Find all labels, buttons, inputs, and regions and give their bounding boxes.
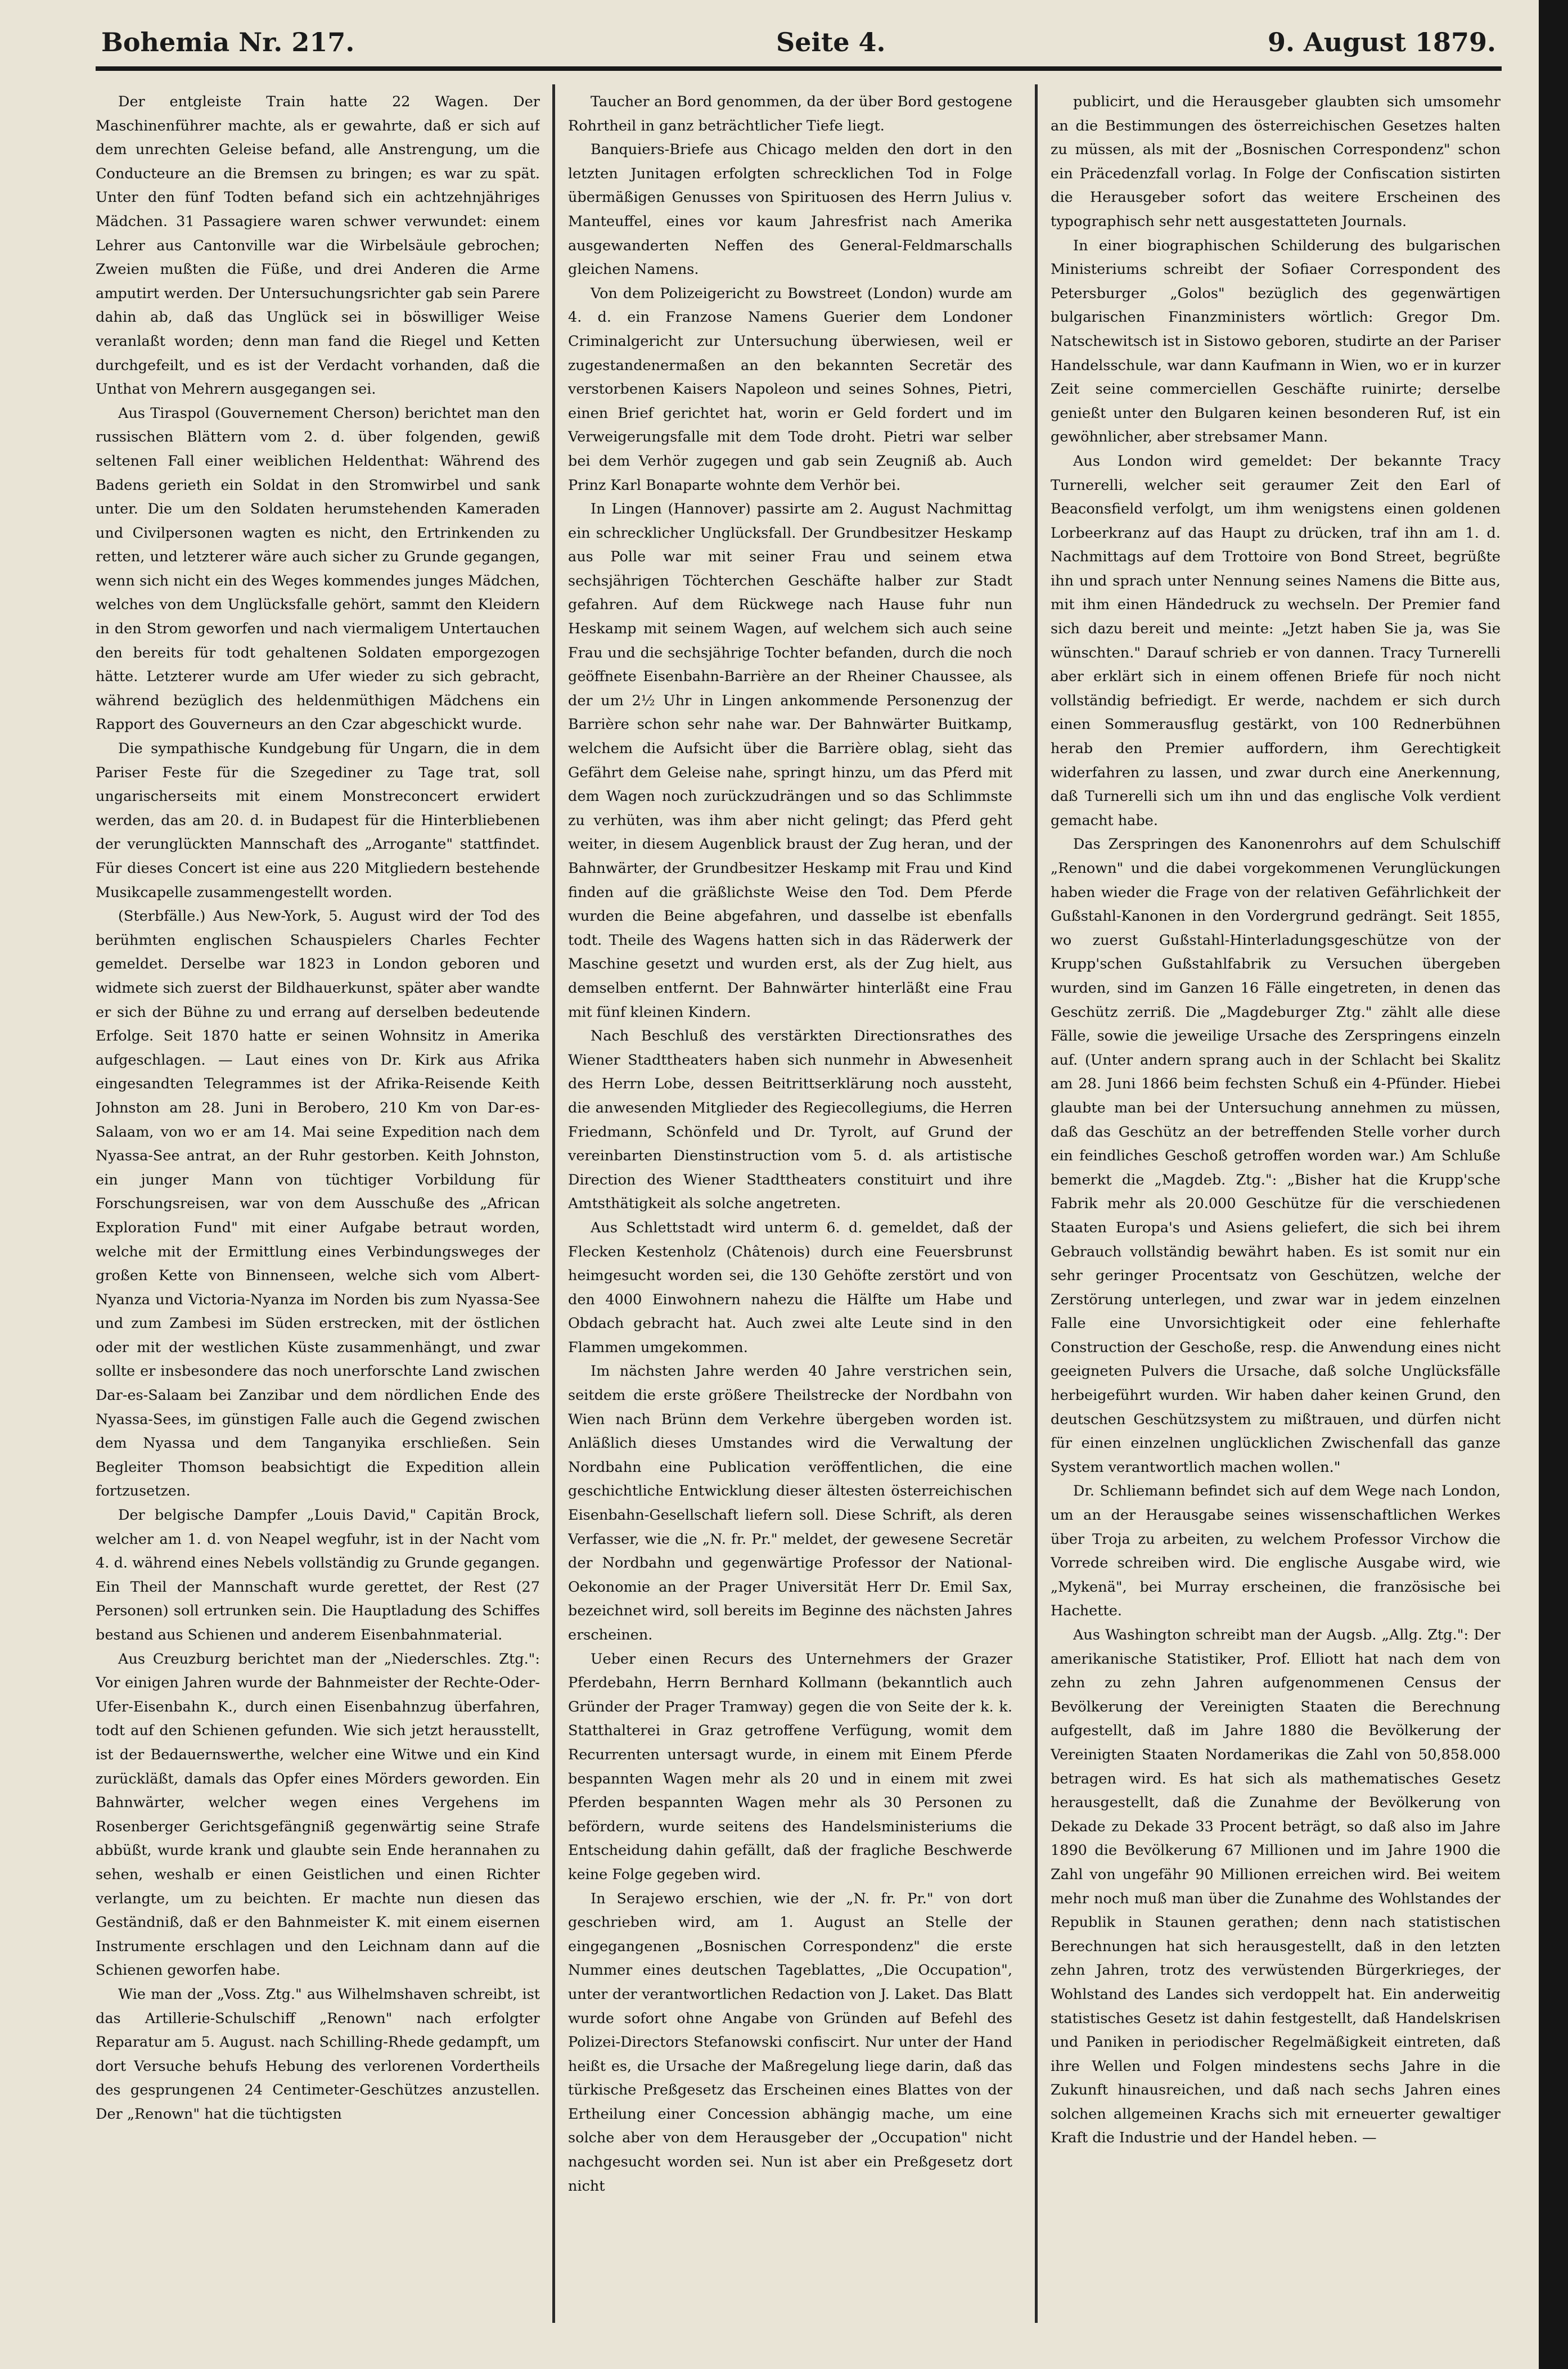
header-masthead: Bohemia Nr. 217. — [101, 27, 355, 57]
column-2 — [568, 90, 1012, 2317]
paragraph: In Lingen (Hannover) passirte am 2. August Nachmittag ein schrecklicher Unglücksfall. Der Grundbesitzer Heskamp aus Polle war mit seiner Frau und seinem etwa sechsjährigen Töchterchen Geschäfte halber zur Stadt gefahren. Auf dem Rückwege nach Hause fuhr nun Heskamp mit seinem Wagen, auf welchem sich auch seine Frau und die sechsjährige Tochter befanden, durch die noch geöffnete Eisenbahn-Barrière an der Rheiner Chaussee, als der um 2½ Uhr in Lingen ankommende Personenzug der Barrière schon sehr nahe war. Der Bahnwärter Buitkamp, welchem die Aufsicht über die Barrière oblag, sieht das Gefährt dem Geleise nahe, springt hinzu, um das Pferd mit dem Wagen noch zurückzudrängen und so das Schlimmste zu verhüten, was ihm aber nicht gelingt; das Pferd geht weiter, in diesem Augenblick braust der Zug heran, und der Bahnwärter, der Grundbesitzer Heskamp mit Frau und Kind finden auf die gräßlichste Weise den Tod. Dem Pferde wurden die Beine abgefahren, und dasselbe ist ebenfalls todt. Theile des Wagens hatten sich in das Räderwerk der Maschine gesetzt und wurden erst, als der Zug hielt, aus demselben entfernt. Der Bahnwärter hinterläßt eine Frau mit fünf kleinen Kindern. — [568, 501, 1012, 1021]
column-divider — [552, 84, 555, 2323]
page-header — [101, 17, 1496, 67]
column-divider — [1035, 84, 1038, 2323]
scan-border — [1539, 0, 1568, 2369]
paragraph: Der belgische Dampfer „Louis David," Capitän Brock, welcher am 1. d. von Neapel wegfuhr, ist in der Nacht vom 4. d. während eines Nebels vollständig zu Grunde gegangen. Ein Theil der Mannschaft wurde gerettet, der Rest (27 Personen) soll ertrunken sein. Die Hauptladung des Schiffes bestand aus Schienen und anderem Eisenbahnmaterial. — [96, 1507, 540, 1643]
paragraph: Nach Beschluß des verstärkten Directionsrathes des Wiener Stadttheaters haben sich nunmehr in Abwesenheit des Herrn Lobe, dessen Beitrittserklärung noch aussteht, die anwesenden Mitglieder des Regiecollegiums, die Herren Friedmann, Schönfeld und Dr. Tyrolt, auf Grund der vereinbarten Dienstinstruction vom 5. d. als artistische Direction des Wiener Stadttheaters constituirt und ihre Amtsthätigkeit als solche angetreten. — [568, 1028, 1012, 1213]
paragraph: Ueber einen Recurs des Unternehmers der Grazer Pferdebahn, Herrn Bernhard Kollmann (bekanntlich auch Gründer der Prager Tramway) gegen die von Seite der k. k. Statthalterei in Graz getroffene Verfügung, womit dem Recurrenten untersagt wurde, in einem mit Einem Pferde bespannten Wagen mehr als 20 und in einem mit zwei Pferden bespannten Wagen mehr als 30 Personen zu befördern, wurde seitens des Handelsministeriums die Entscheidung dahin gefällt, daß der fragliche Beschwerde keine Folge gegeben wird. — [568, 1650, 1012, 1883]
paragraph: Aus Creuzburg berichtet man der „Niederschles. Ztg.": Vor einigen Jahren wurde der Bahnmeister der Rechte-Oder-Ufer-Eisenbahn K., durch einen Eisenbahnzug überfahren, todt auf den Schienen gefunden. Wie sich jetzt herausstellt, ist der Bedauernswerthe, welcher eine Witwe und ein Kind zurückläßt, damals das Opfer eines Mörders geworden. Ein Bahnwärter, welcher wegen eines Vergehens im Rosenberger Gerichtsgefängniß gegenwärtig seine Strafe abbüßt, wurde krank und glaubte sein Ende herannahen zu sehen, weshalb er einen Geistlichen und einen Richter verlangte, um zu beichten. Er machte nun diesen das Geständniß, daß er den Bahnmeister K. mit einem eisernen Instrumente erschlagen und den Leichnam dann auf die Schienen geworfen habe. — [96, 1650, 540, 1979]
paragraph: Wie man der „Voss. Ztg." aus Wilhelmshaven schreibt, ist das Artillerie-Schulschiff „Renown" nach erfolgter Reparatur am 5. August. nach Schilling-Rhede gedampft, um dort Versuche behufs Hebung des verlorenen Vordertheils des gesprungenen 24 Centimeter-Geschützes anzustellen. Der „Renown" hat die tüchtigsten — [96, 1985, 540, 2123]
paragraph: Aus Washington schreibt man der Augsb. „Allg. Ztg.": Der amerikanische Statistiker, Prof. Elliott hat nach dem von zehn zu zehn Jahren aufgenommenen Census der Bevölkerung der Vereinigten Staaten die Berechnung aufgestellt, daß im Jahre 1880 die Bevölkerung der Vereinigten Staaten Nordamerikas die Zahl von 50,858.000 betragen wird. Es hat sich als mathematisches Gesetz herausgestellt, daß die Zunahme der Bevölkerung von Dekade zu Dekade 33 Procent beträgt, so daß also im Jahre 1890 die Bevölkerung 67 Millionen und im Jahre 1900 die Zahl von ungefähr 90 Millionen erreichen wird. Bei weitem mehr noch muß man über die Zunahme des Wohlstandes der Republik in Staunen gerathen; denn nach statistischen Berechnungen hat sich herausgestellt, daß in den letzten zehn Jahren, trotz des verwüstenden Bürgerkrieges, der Wohlstand des Landes sich verdoppelt hat. Ein anderweitig statistisches Gesetz ist dahin festgestellt, daß Handelskrisen und Paniken in periodischer Regelmäßigkeit eintreten, daß ihre Wellen und Folgen mindestens sechs Jahre in die Zukunft hinausreichen, und daß nach sechs Jahren eines solchen allgemeinen Krachs sich mit erneuerter gewaltiger Kraft die Industrie und der Handel heben. — — [1051, 1627, 1501, 2147]
header-date: 9. August 1879. — [1268, 27, 1496, 57]
paragraph: publicirt, und die Herausgeber glaubten sich umsomehr an die Bestimmungen des österreichischen Gesetzes halten zu müssen, als mit der „Bosnischen Correspondenz" schon ein Präcedenzfall vorlag. In Folge der Confiscation sistirten die Herausgeber sofort das weitere Erscheinen des typographisch sehr nett ausgestatteten Journals. — [1051, 93, 1501, 230]
paragraph: Taucher an Bord genommen, da der über Bord gestogene Rohrtheil in ganz beträchtlicher Tiefe liegt. — [568, 93, 1012, 134]
paragraph: (Sterbfälle.) Aus New-York, 5. August wird der Tod des berühmten englischen Schauspielers Charles Fechter gemeldet. Derselbe war 1823 in London geboren und widmete sich zuerst der Bildhauerkunst, später aber wandte er sich der Bühne zu und errang auf derselben bedeutende Erfolge. Seit 1870 hatte er seinen Wohnsitz in Amerika aufgeschlagen. — Laut eines von Dr. Kirk aus Afrika eingesandten Telegrammes ist der Afrika-Reisende Keith Johnston am 28. Juni in Berobero, 210 Km von Dar-es-Salaam, von wo er am 14. Mai seine Expedition nach dem Nyassa-See antrat, an der Ruhr gestorben. Keith Johnston, ein junger Mann von tüchtiger Vorbildung für Forschungsreisen, war von dem Ausschuße des „African Exploration Fund" mit einer Aufgabe betraut worden, welche mit der Ermittlung eines Verbindungsweges der großen Kette von Binnenseen, welche sich vom Albert-Nyanza und Victoria-Nyanza im Norden bis zum Nyassa-See und zum Zambesi im Süden erstrecken, mit der östlichen oder mit der westlichen Küste zusammenhängt, und zwar sollte er insbesondere das noch unerforschte Land zwischen Dar-es-Salaam bei Zanzibar und dem nördlichen Ende des Nyassa-Sees, im günstigen Falle auch die Gegend zwischen dem Nyassa und dem Tanganyika erschließen. Sein Begleiter Thomson beabsichtigt die Expedition allein fortzusetzen. — [96, 908, 540, 1500]
paragraph: Von dem Polizeigericht zu Bowstreet (London) wurde am 4. d. ein Franzose Namens Guerier dem Londoner Criminalgericht zur Untersuchung überwiesen, weil er zugestandenermaßen an den bekannten Secretär des verstorbenen Kaisers Napoleon und seines Sohnes, Pietri, einen Brief gerichtet hat, worin er Geld fordert und im Verweigerungsfalle mit dem Tode droht. Pietri war selber bei dem Verhör zugegen und gab sein Zeugniß ab. Auch Prinz Karl Bonaparte wohnte dem Verhör bei. — [568, 285, 1012, 494]
column-1 — [96, 90, 540, 2317]
paragraph: Banquiers-Briefe aus Chicago melden den dort in den letzten Junitagen erfolgten schrecklichen Tod in Folge übermäßigen Genusses von Spirituosen des Herrn Julius v. Manteuffel, eines vor kaum Jahresfrist nach Amerika ausgewanderten Neffen des General-Feldmarschalls gleichen Namens. — [568, 141, 1012, 278]
paragraph: Aus Schlettstadt wird unterm 6. d. gemeldet, daß der Flecken Kestenholz (Châtenois) durch eine Feuersbrunst heimgesucht worden sei, die 130 Gehöfte zerstört und von den 4000 Einwohnern nahezu die Hälfte um Habe und Obdach gebracht hat. Auch zwei alte Leute sind in den Flammen umgekommen. — [568, 1219, 1012, 1356]
paragraph: Dr. Schliemann befindet sich auf dem Wege nach London, um an der Herausgabe seines wissenschaftlichen Werkes über Troja zu arbeiten, zu welchem Professor Virchow die Vorrede schreiben wird. Die englische Ausgabe wird, wie „Mykenä", bei Murray erscheinen, die französische bei Hachette. — [1051, 1483, 1501, 1620]
column-3 — [1051, 90, 1501, 2317]
paragraph: In einer biographischen Schilderung des bulgarischen Ministeriums schreibt der Sofiaer Correspondent des Petersburger „Golos" bezüglich des gegenwärtigen bulgarischen Finanzministers wörtlich: Gregor Dm. Natschewitsch ist in Sistowo geboren, studirte an der Pariser Handelsschule, war dann Kaufmann in Wien, wo er in kurzer Zeit seine commerciellen Geschäfte ruinirte; derselbe genießt unter den Bulgaren keinen besonderen Ruf, ist ein gewöhnlicher, aber strebsamer Mann. — [1051, 237, 1501, 446]
paragraph: Der entgleiste Train hatte 22 Wagen. Der Maschinenführer machte, als er gewahrte, daß er sich auf dem unrechten Geleise befand, alle Anstrengung, um die Conducteure an die Bremsen zu bringen; es war zu spät. Unter den fünf Todten befand sich ein achtzehnjähriges Mädchen. 31 Passagiere waren schwer verwundet: einem Lehrer aus Cantonville war die Wirbelsäule gebrochen; Zweien mußten die Füße, und drei Anderen die Arme amputirt werden. Der Untersuchungsrichter gab sein Parere dahin ab, daß das Unglück sei in böswilliger Weise veranlaßt worden; denn man fand die Riegel und Ketten durchgefeilt, und es ist der Verdacht vorhanden, daß die Unthat von Mehrern ausgegangen sei. — [96, 93, 540, 398]
header-page-number: Seite 4. — [776, 27, 886, 57]
paragraph: Im nächsten Jahre werden 40 Jahre verstrichen sein, seitdem die erste größere Theilstrecke der Nordbahn von Wien nach Brünn dem Verkehre übergeben worden ist. Anläßlich dieses Umstandes wird die Verwaltung der Nordbahn eine Publication veröffentlichen, die eine geschichtliche Entwicklung dieser ältesten österreichischen Eisenbahn-Gesellschaft liefern soll. Diese Schrift, als deren Verfasser, wie die „N. fr. Pr." meldet, der gewesene Secretär der Nordbahn und gegenwärtige Professor der National-Oekonomie an der Prager Universität Herr Dr. Emil Sax, bezeichnet wird, soll bereits im Beginne des nächsten Jahres erscheinen. — [568, 1363, 1012, 1643]
paragraph: Die sympathische Kundgebung für Ungarn, die in dem Pariser Feste für die Szegediner zu Tage trat, soll ungarischerseits mit einem Monstreconcert erwidert werden, das am 20. d. in Budapest für die Hinterbliebenen der verunglückten Mannschaft des „Arrogante" stattfindet. Für dieses Concert ist eine aus 220 Mitgliedern bestehende Musikcapelle zusammengestellt worden. — [96, 740, 540, 901]
paragraph: Aus London wird gemeldet: Der bekannte Tracy Turnerelli, welcher seit geraumer Zeit den Earl of Beaconsfield verfolgt, um ihm wenigstens einen goldenen Lorbeerkranz auf das Haupt zu drücken, traf ihn am 1. d. Nachmittags auf dem Trottoire von Bond Street, begrüßte ihn und sprach unter Nennung seines Namens die Bitte aus, mit ihm einen Händedruck zu wechseln. Der Premier fand sich dazu bereit und meinte: „Jetzt haben Sie ja, was Sie wünschten." Darauf schrieb er von dannen. Tracy Turnerelli aber erklärt sich in einem offenen Briefe für noch nicht vollständig befriedigt. Er werde, nachdem er sich durch einen Sommerausflug gestärkt, von 100 Rednerbühnen herab den Premier auffordern, ihm Gerechtigkeit widerfahren zu lassen, und zwar durch eine Anerkennung, daß Turnerelli sich um ihn und das englische Volk verdient gemacht habe. — [1051, 452, 1501, 829]
paragraph: Das Zerspringen des Kanonenrohrs auf dem Schulschiff „Renown" und die dabei vorgekommenen Verunglückungen haben wieder die Frage von der relativen Gefährlichkeit der Gußstahl-Kanonen in den Vordergrund gedrängt. Seit 1855, wo zuerst Gußstahl-Hinterladungsgeschütze von der Krupp'schen Gußstahlfabrik zu Versuchen übergeben wurden, sind im Ganzen 16 Fälle eingetreten, in denen das Geschütz zerriß. Die „Magdeburger Ztg." zählt alle diese Fälle, sowie die jeweilige Ursache des Zerspringens einzeln auf. (Unter andern sprang auch in der Schlacht bei Skalitz am 28. Juni 1866 beim fechsten Schuß ein 4-Pfünder. Hiebei glaubte man bei der Untersuchung annehmen zu müssen, daß das Geschütz an der betreffenden Stelle vorher durch ein feindliches Geschoß getroffen worden war.) Am Schluße bemerkt die „Magdeb. Ztg.": „Bisher hat die Krupp'sche Fabrik mehr als 20.000 Geschütze für die verschiedenen Staaten Europa's und Asiens geliefert, die sich bei ihrem Gebrauch vollständig bewährt haben. Es ist somit nur ein sehr geringer Procentsatz von Geschützen, welche der Zerstörung unterlegen, und zwar war in jedem einzelnen Falle eine Unvorsichtigkeit oder eine fehlerhafte Construction der Geschoße, resp. die Anwendung eines nicht geeigneten Pulvers die Ursache, daß solche Unglücksfälle herbeigeführt wurden. Wir haben daher keinen Grund, den deutschen Geschützsystem zu mißtrauen, und dürfen nicht für einen einzelnen unglücklichen Zwischenfall das ganze System verantwortlich machen wollen." — [1051, 836, 1501, 1476]
paragraph: Aus Tiraspol (Gouvernement Cherson) berichtet man den russischen Blättern vom 2. d. über folgenden, gewiß seltenen Fall einer weiblichen Heldenthat: Während des Badens gerieth ein Soldat in den Stromwirbel und sank unter. Die um den Soldaten herumstehenden Kameraden und Civilpersonen wagten es nicht, den Ertrinkenden zu retten, und letzterer wäre auch sicher zu Grunde gegangen, wenn sich nicht ein des Weges kommendes junges Mädchen, welches von dem Unglücksfalle gehört, sammt den Kleidern in den Strom geworfen und nach viermaligem Untertauchen den bereits für todt gehaltenen Soldaten emporgezogen hätte. Letzterer wurde am Ufer wieder zu sich gebracht, während bezüglich des heldenmüthigen Mädchens ein Rapport des Gouverneurs an den Czar abgeschickt wurde. — [96, 404, 540, 733]
paragraph: In Serajewo erschien, wie der „N. fr. Pr." von dort geschrieben wird, am 1. August an Stelle der eingegangenen „Bosnischen Correspondenz" die erste Nummer eines deutschen Tageblattes, „Die Occupation", unter der verantwortlichen Redaction von J. Laket. Das Blatt wurde sofort ohne Angabe von Gründen auf Befehl des Polizei-Directors Stefanowski confiscirt. Nur unter der Hand heißt es, die Ursache der Maßregelung liege darin, daß das türkische Preßgesetz das Erscheinen eines Blattes von der Ertheilung einer Concession abhängig mache, um eine solche aber von dem Herausgeber der „Occupation" nicht nachgesucht worden sei. Nun ist aber ein Preßgesetz dort nicht — [568, 1890, 1012, 2195]
header-rule — [96, 66, 1502, 71]
